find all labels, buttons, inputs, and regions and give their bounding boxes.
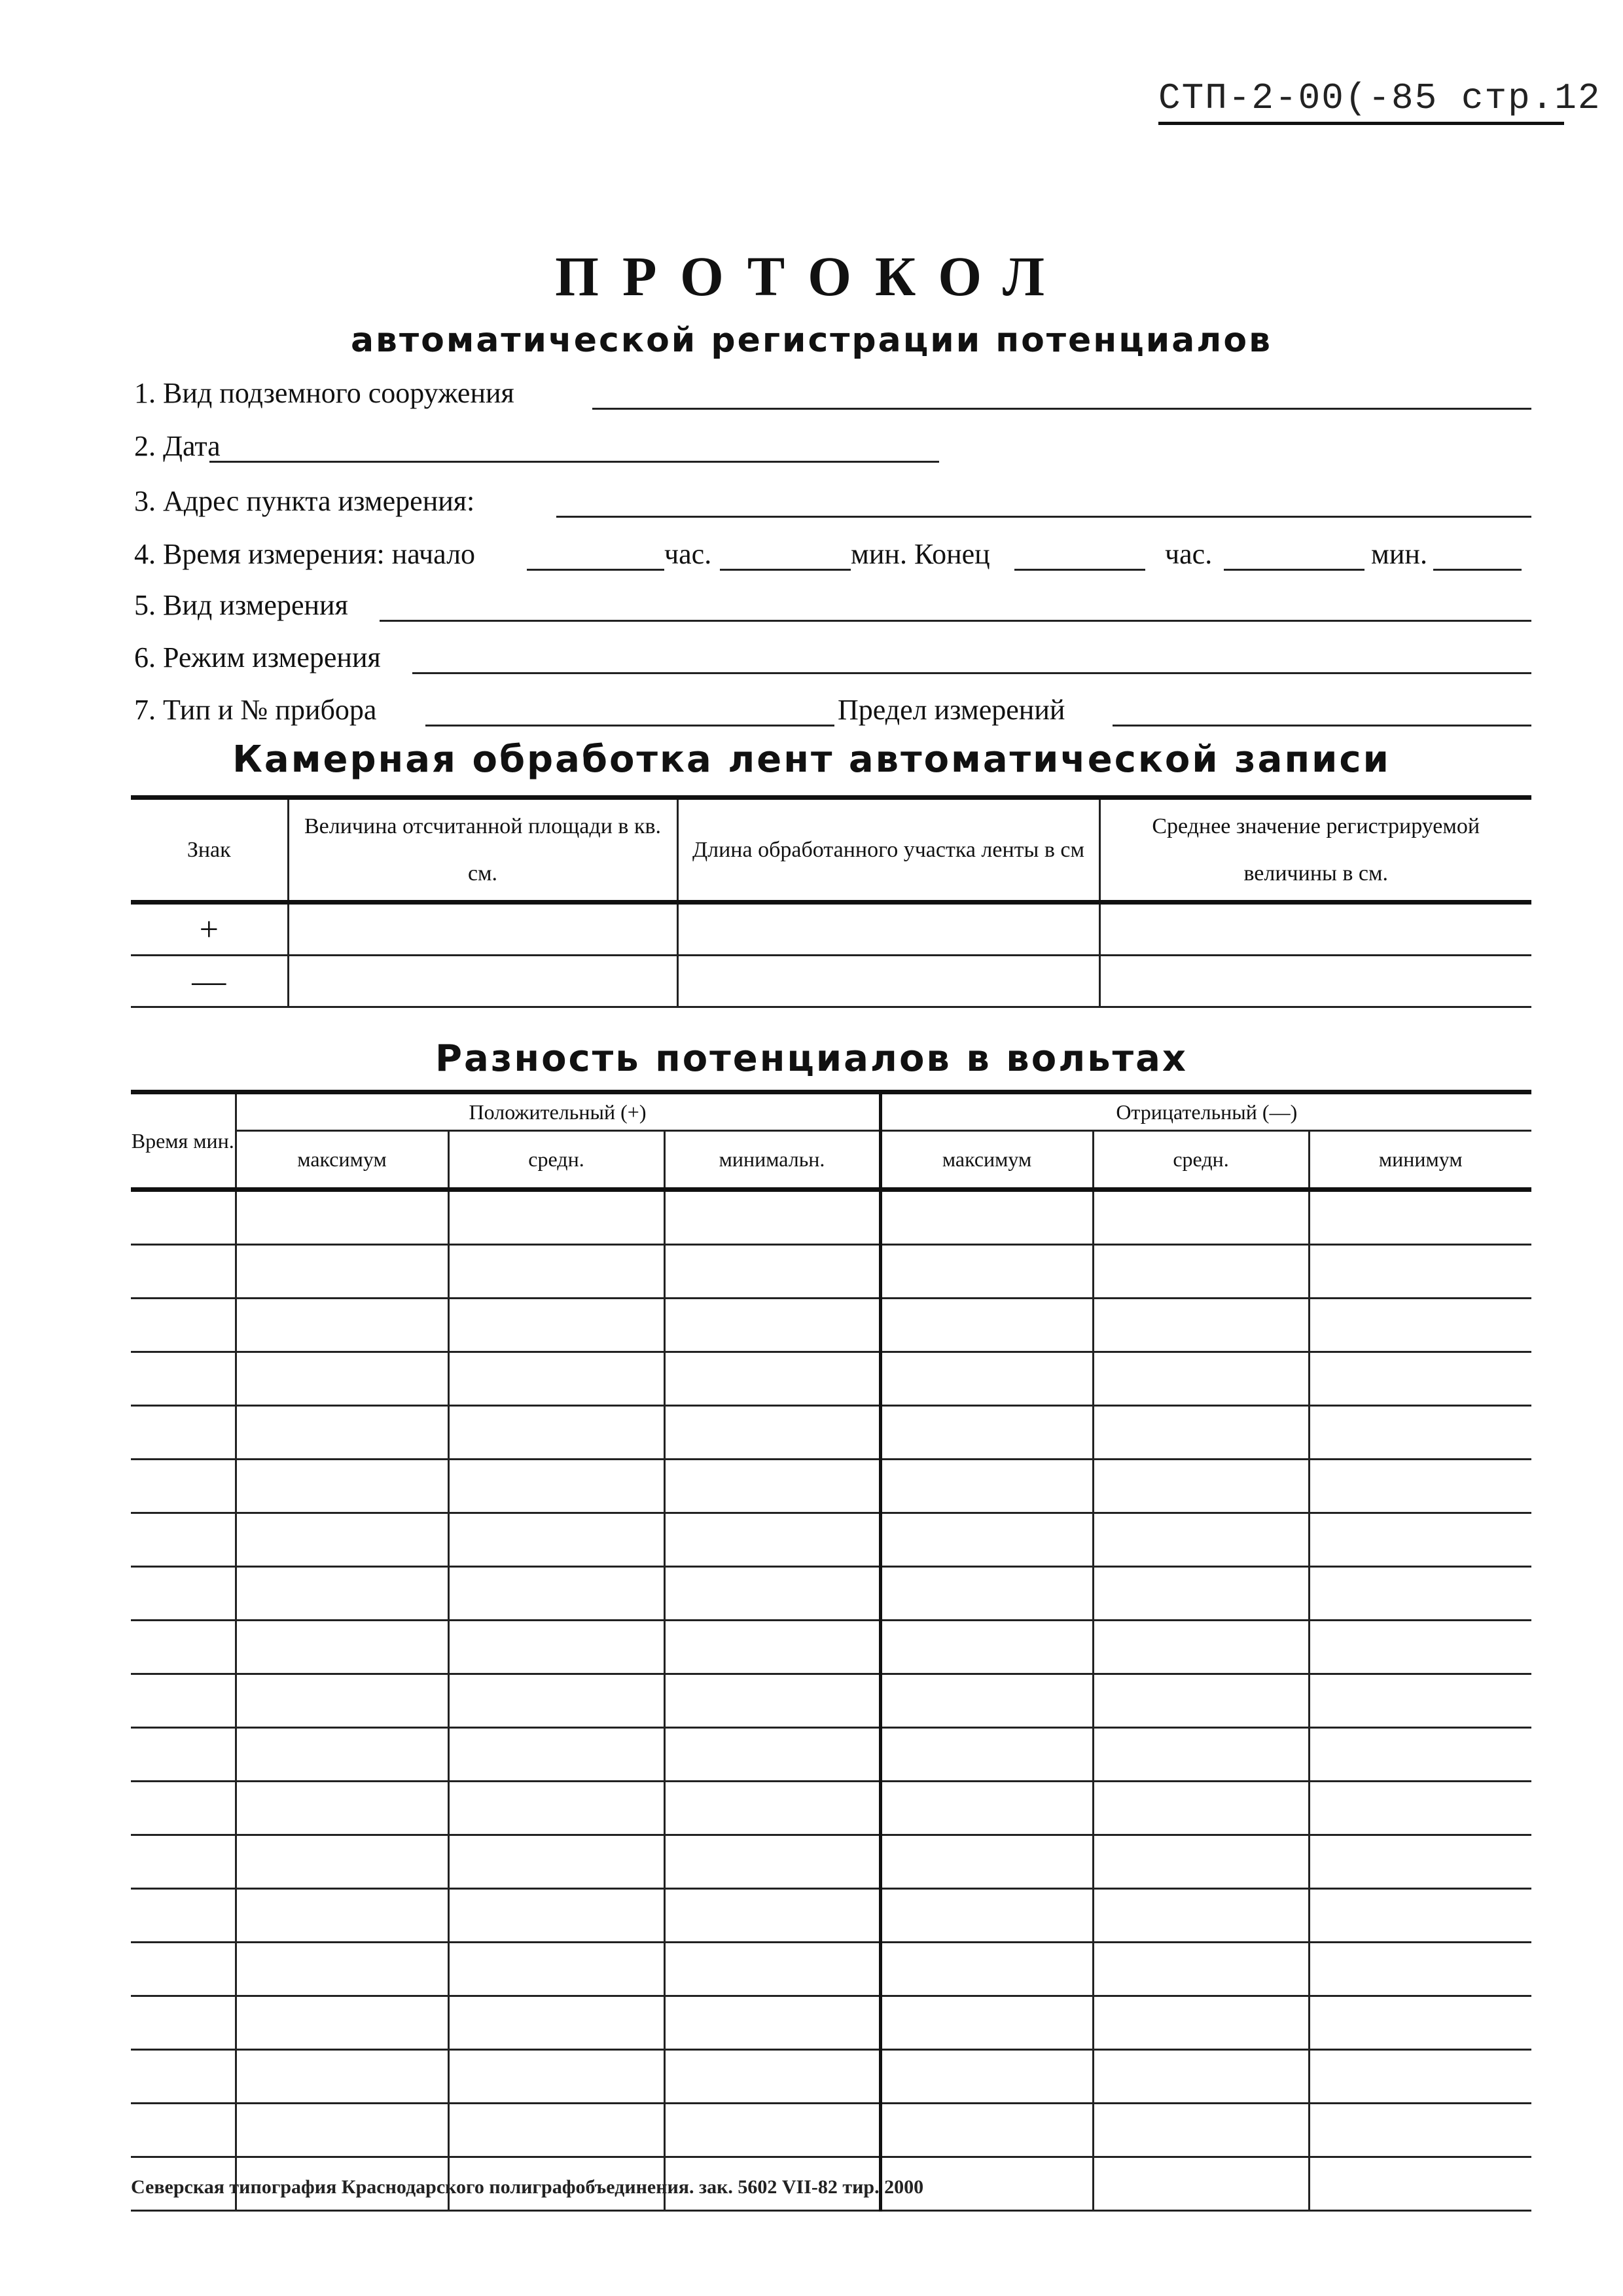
cell-pos-max[interactable] [236,1406,448,1460]
cell-neg-min[interactable] [1309,1674,1531,1728]
cell-length[interactable] [677,956,1099,1007]
cell-neg-max[interactable] [880,2050,1093,2104]
cell-neg-max[interactable] [880,1299,1093,1352]
field-start-min-line[interactable] [720,569,851,571]
cell-neg-mean[interactable] [1093,1513,1309,1567]
cell-time[interactable] [131,1352,236,1406]
cell-pos-min[interactable] [664,1835,880,1889]
cell-pos-max[interactable] [236,1460,448,1513]
col-pos-max: максимум [236,1131,448,1190]
cell-neg-min[interactable] [1309,1190,1531,1245]
col-neg-min: минимум [1309,1131,1531,1190]
cell-neg-mean[interactable] [1093,1728,1309,1782]
cell-pos-max[interactable] [236,1943,448,1996]
section-potential-difference-title: Разность потенциалов в вольтах [435,1037,1188,1080]
field-instrument-label: 7. Тип и № прибора [134,694,377,726]
field-structure-type [134,368,1531,414]
cell-pos-max[interactable] [236,1996,448,2050]
cell-length[interactable] [677,903,1099,956]
cell-neg-min[interactable] [1309,1567,1531,1621]
cell-time[interactable] [131,1728,236,1782]
cell-pos-min[interactable] [664,1889,880,1943]
cell-neg-min[interactable] [1309,2104,1531,2157]
cell-pos-mean[interactable] [448,1835,664,1889]
cell-neg-min[interactable] [1309,1460,1531,1513]
col-neg-max: максимум [880,1131,1093,1190]
field-instrument-line[interactable] [425,725,834,726]
cell-pos-min[interactable] [664,1674,880,1728]
table-row [131,1835,1531,1889]
cell-pos-mean[interactable] [448,1889,664,1943]
col-mean: Среднее значение регистрируемой величины в см. [1099,798,1531,903]
potential-difference-table [131,1090,1531,2212]
cell-time[interactable] [131,2104,236,2157]
cell-time[interactable] [131,1190,236,1245]
table-row [131,1190,1531,1245]
table-row [131,1406,1531,1460]
cell-neg-mean[interactable] [1093,2104,1309,2157]
col-pos-min: минимальн. [664,1131,880,1190]
field-address-line[interactable] [556,516,1531,518]
cell-pos-mean[interactable] [448,1674,664,1728]
cell-pos-max[interactable] [236,1728,448,1782]
col-neg-mean: средн. [1093,1131,1309,1190]
cell-neg-mean[interactable] [1093,1190,1309,1245]
field-measure-mode-line[interactable] [412,672,1531,674]
cell-pos-min[interactable] [664,2050,880,2104]
cell-pos-max[interactable] [236,1299,448,1352]
cell-pos-max[interactable] [236,2104,448,2157]
table-row [131,1621,1531,1674]
cell-neg-mean[interactable] [1093,1245,1309,1299]
cell-neg-min[interactable] [1309,1943,1531,1996]
cell-pos-max[interactable] [236,1782,448,1835]
cell-neg-max[interactable] [880,1245,1093,1299]
cell-pos-min[interactable] [664,1782,880,1835]
cell-pos-min[interactable] [664,1190,880,1245]
cell-neg-max[interactable] [880,1460,1093,1513]
cell-time[interactable] [131,1406,236,1460]
cell-neg-min[interactable] [1309,1513,1531,1567]
cell-neg-max[interactable] [880,1889,1093,1943]
cell-pos-mean[interactable] [448,1245,664,1299]
group-positive: Положительный (+) [236,1092,880,1131]
cell-neg-mean[interactable] [1093,1782,1309,1835]
table-row [131,903,1531,956]
cell-pos-min[interactable] [664,1728,880,1782]
table-row [131,2104,1531,2157]
cell-neg-mean[interactable] [1093,1299,1309,1352]
field-measure-type-line[interactable] [380,620,1531,622]
table-row [131,1513,1531,1567]
field-end-sec-line[interactable] [1433,569,1522,571]
col-time: Время мин. [131,1129,234,1153]
cell-neg-min[interactable] [1309,1406,1531,1460]
field-measure-time-label: 4. Время измерения: начало [134,538,476,570]
cell-pos-min[interactable] [664,1513,880,1567]
group-negative: Отрицательный (—) [880,1092,1531,1131]
table-row [131,1245,1531,1299]
cell-neg-mean[interactable] [1093,1621,1309,1674]
cell-neg-max[interactable] [880,1513,1093,1567]
cell-neg-min[interactable] [1309,2157,1531,2211]
cell-neg-mean[interactable] [1093,1889,1309,1943]
cell-pos-min[interactable] [664,1406,880,1460]
cell-neg-max[interactable] [880,1352,1093,1406]
cell-neg-max[interactable] [880,1728,1093,1782]
cell-time[interactable] [131,1513,236,1567]
field-date-label: 2. Дата [134,430,221,462]
table-row [131,1782,1531,1835]
cell-neg-mean[interactable] [1093,2157,1309,2211]
cell-neg-max[interactable] [880,1835,1093,1889]
cell-neg-mean[interactable] [1093,1460,1309,1513]
col-sign: Знак [187,837,231,862]
cell-neg-mean[interactable] [1093,1567,1309,1621]
cell-neg-mean[interactable] [1093,1943,1309,1996]
field-start-hour-unit: час. [664,538,712,570]
cell-neg-min[interactable] [1309,1299,1531,1352]
cell-pos-min[interactable] [664,2104,880,2157]
cell-time[interactable] [131,1889,236,1943]
field-start-min-unit: мин. Конец [851,538,990,570]
cell-time[interactable] [131,1621,236,1674]
table-row [131,956,1531,1007]
print-footer: Северская типография Краснодарского полиграфобъединения. зак. 5602 VII-82 тир. 2000 [131,2176,924,2198]
field-measure-type [134,580,1531,626]
field-limit-label: Предел измерений [838,694,1065,726]
field-limit-line[interactable] [1113,725,1531,726]
cell-pos-mean[interactable] [448,2104,664,2157]
sign-minus: — [131,956,288,1007]
table-row [131,2050,1531,2104]
cell-time[interactable] [131,1245,236,1299]
field-end-hour-unit: час. [1165,538,1213,570]
cell-pos-max[interactable] [236,2050,448,2104]
cell-pos-mean[interactable] [448,1190,664,1245]
field-structure-type-line[interactable] [592,408,1531,410]
cell-pos-max[interactable] [236,1245,448,1299]
cell-neg-min[interactable] [1309,1621,1531,1674]
cell-neg-max[interactable] [880,1674,1093,1728]
cell-pos-min[interactable] [664,1567,880,1621]
cell-pos-min[interactable] [664,1621,880,1674]
field-address [134,476,1531,522]
cell-pos-mean[interactable] [448,2050,664,2104]
cell-pos-max[interactable] [236,1567,448,1621]
cell-neg-mean[interactable] [1093,1835,1309,1889]
cell-neg-mean[interactable] [1093,1996,1309,2050]
cell-neg-min[interactable] [1309,1835,1531,1889]
cell-pos-min[interactable] [664,1299,880,1352]
cell-time[interactable] [131,1996,236,2050]
sign-plus: + [131,903,288,956]
table-row [131,1996,1531,2050]
cell-neg-min[interactable] [1309,1728,1531,1782]
cell-pos-mean[interactable] [448,1943,664,1996]
cell-neg-mean[interactable] [1093,1352,1309,1406]
cell-pos-mean[interactable] [448,1782,664,1835]
field-measure-type-label: 5. Вид измерения [134,589,348,621]
cell-pos-mean[interactable] [448,1567,664,1621]
field-structure-type-label: 1. Вид подземного сооружения [134,377,514,409]
cell-neg-max[interactable] [880,1567,1093,1621]
cell-pos-mean[interactable] [448,1299,664,1352]
table-row [131,1728,1531,1782]
cell-pos-max[interactable] [236,1835,448,1889]
field-date-line[interactable] [209,461,939,463]
cell-neg-min[interactable] [1309,1996,1531,2050]
field-measure-time [134,529,1531,575]
field-end-hour-line[interactable] [1014,569,1145,571]
cell-pos-mean[interactable] [448,1996,664,2050]
cell-pos-max[interactable] [236,1513,448,1567]
cell-neg-max[interactable] [880,1190,1093,1245]
cell-neg-min[interactable] [1309,1352,1531,1406]
col-pos-mean: средн. [448,1131,664,1190]
field-instrument [134,685,1531,730]
cell-pos-mean[interactable] [448,1621,664,1674]
cell-pos-min[interactable] [664,1352,880,1406]
cell-neg-min[interactable] [1309,2050,1531,2104]
cell-pos-mean[interactable] [448,1513,664,1567]
cell-pos-mean[interactable] [448,1352,664,1406]
cell-area[interactable] [288,956,677,1007]
field-end-min-unit: мин. [1371,538,1427,570]
table-row [131,1299,1531,1352]
cell-pos-mean[interactable] [448,1460,664,1513]
field-start-hour-line[interactable] [527,569,664,571]
cell-neg-mean[interactable] [1093,2050,1309,2104]
cell-time[interactable] [131,1460,236,1513]
document-code: СТП-2-00(-85 стр.12 [1158,77,1564,125]
field-date [134,421,1531,467]
cell-time[interactable] [131,1299,236,1352]
field-measure-mode [134,632,1531,678]
cell-neg-max[interactable] [880,1782,1093,1835]
table-row [131,1460,1531,1513]
field-end-min-line[interactable] [1224,569,1364,571]
table-row [131,1674,1531,1728]
table-row [131,1889,1531,1943]
cell-pos-mean[interactable] [448,1406,664,1460]
chamber-processing-table [131,795,1531,1008]
cell-pos-mean[interactable] [448,1728,664,1782]
table-row [131,1943,1531,1996]
cell-neg-min[interactable] [1309,1245,1531,1299]
cell-neg-max[interactable] [880,2104,1093,2157]
cell-pos-max[interactable] [236,1889,448,1943]
cell-time[interactable] [131,1943,236,1996]
cell-pos-max[interactable] [236,1352,448,1406]
section-chamber-processing-title: Камерная обработка лент автоматической записи [232,738,1391,781]
cell-neg-min[interactable] [1309,1782,1531,1835]
cell-time[interactable] [131,1674,236,1728]
cell-neg-max[interactable] [880,1621,1093,1674]
cell-pos-max[interactable] [236,1190,448,1245]
page-title: ПРОТОКОЛ [555,245,1068,308]
cell-pos-min[interactable] [664,1996,880,2050]
cell-pos-min[interactable] [664,1460,880,1513]
cell-neg-mean[interactable] [1093,1406,1309,1460]
cell-mean[interactable] [1099,903,1531,956]
cell-pos-max[interactable] [236,1674,448,1728]
cell-time[interactable] [131,2050,236,2104]
potential-difference-rows [131,1190,1531,2211]
cell-pos-min[interactable] [664,1245,880,1299]
cell-time[interactable] [131,1835,236,1889]
cell-time[interactable] [131,1782,236,1835]
col-length: Длина обработанного участка ленты в см [677,798,1099,903]
cell-neg-max[interactable] [880,1996,1093,2050]
cell-neg-max[interactable] [880,1943,1093,1996]
col-area: Величина отсчитанной площади в кв. см. [288,798,677,903]
page-subtitle: автоматической регистрации потенциалов [350,321,1273,360]
cell-time[interactable] [131,1567,236,1621]
field-address-label: 3. Адрес пункта измерения: [134,485,475,517]
table-row [131,1567,1531,1621]
cell-pos-min[interactable] [664,1943,880,1996]
cell-neg-max[interactable] [880,1406,1093,1460]
cell-pos-max[interactable] [236,1621,448,1674]
cell-neg-mean[interactable] [1093,1674,1309,1728]
table-row [131,1352,1531,1406]
field-measure-mode-label: 6. Режим измерения [134,641,381,673]
cell-mean[interactable] [1099,956,1531,1007]
cell-area[interactable] [288,903,677,956]
cell-neg-min[interactable] [1309,1889,1531,1943]
